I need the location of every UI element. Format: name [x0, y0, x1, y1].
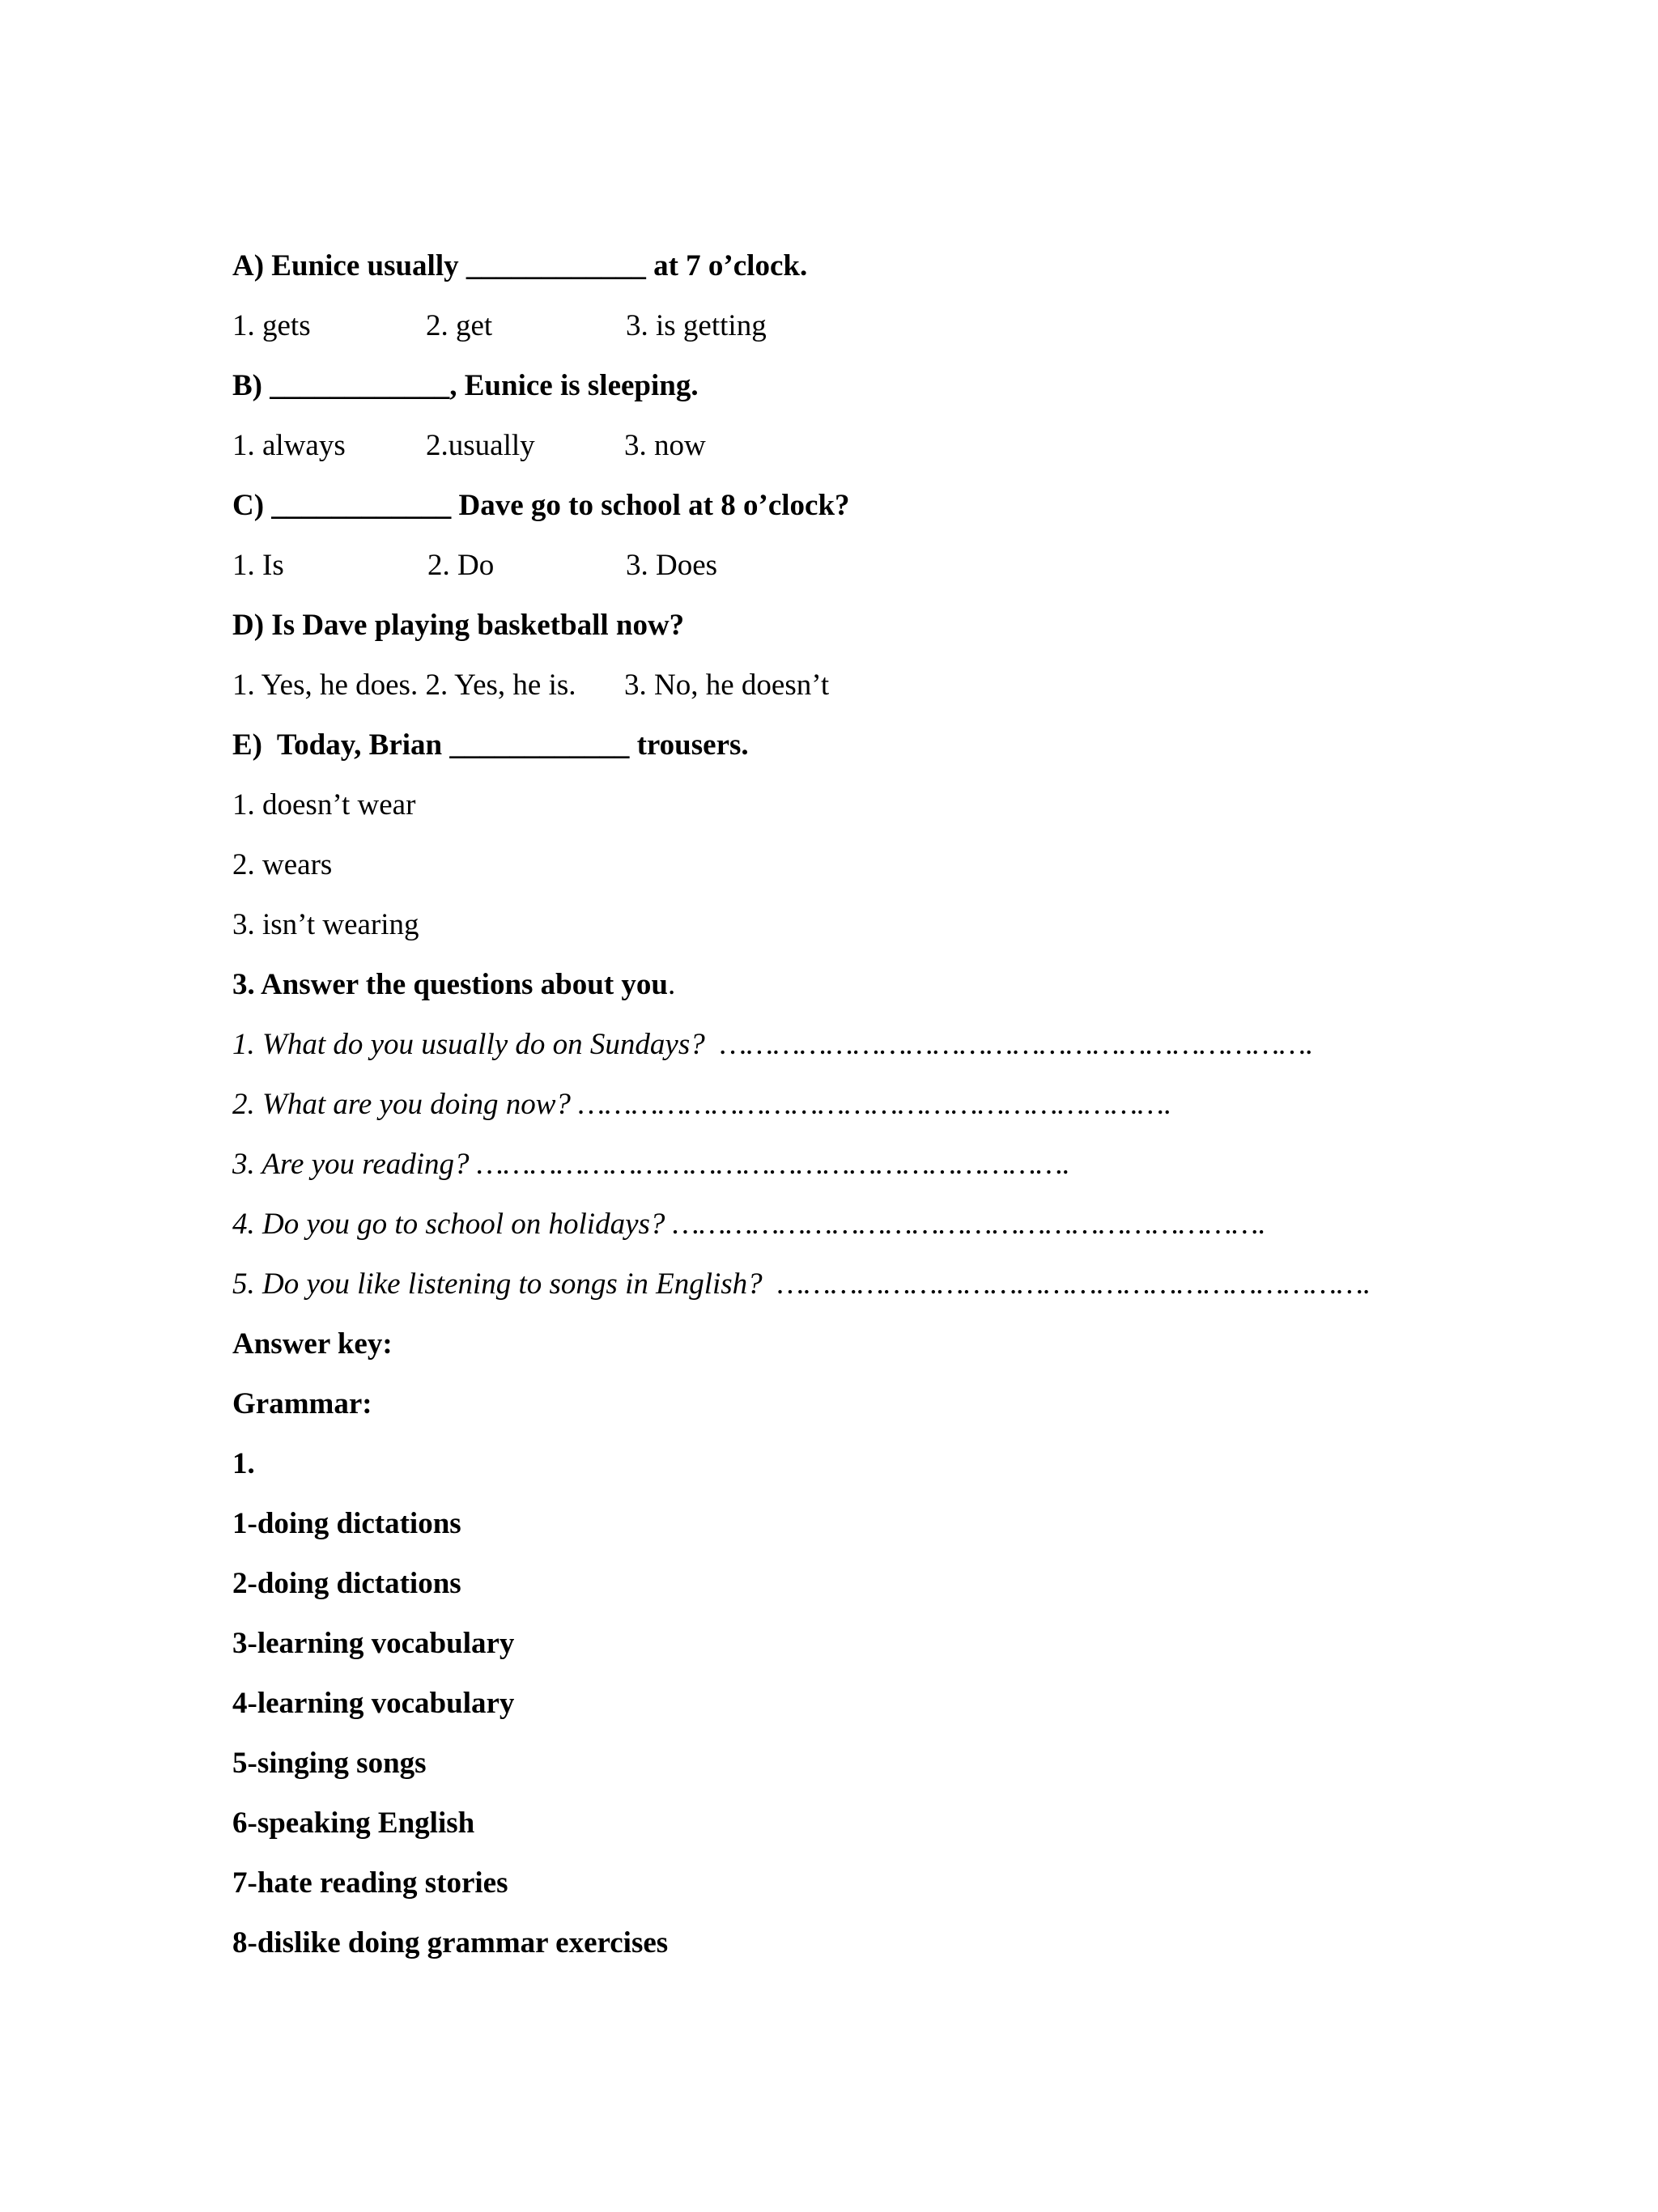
question-e-option-3: 3. isn’t wearing — [232, 908, 419, 941]
answer-key-item-7: 7-hate reading stories — [232, 1866, 508, 1900]
answer-key-item-5: 5-singing songs — [232, 1747, 427, 1780]
section-3-heading-period: . — [667, 968, 676, 1001]
section-3-item-3: 3. Are you reading? …………………………………………………………. — [232, 1148, 1070, 1181]
answer-key-item-2: 2-doing dictations — [232, 1567, 461, 1600]
section-3-item-1: 1. What do you usually do on Sundays? …………………………………………………………. — [232, 1028, 1314, 1061]
question-b-option-1: 1. always — [232, 429, 346, 462]
question-a-option-1: 1. gets — [232, 309, 311, 342]
section-3-item-2: 2. What are you doing now? …………………………………………………………. — [232, 1088, 1172, 1121]
question-d-stem: D) Is Dave playing basketball now? — [232, 609, 685, 642]
answer-key-grammar: Grammar: — [232, 1387, 372, 1420]
question-a-option-3: 3. is getting — [626, 309, 767, 342]
question-c-option-1: 1. Is — [232, 549, 284, 582]
answer-key-item-4: 4-learning vocabulary — [232, 1687, 515, 1720]
question-c-stem: C) ____________ Dave go to school at 8 o’clock? — [232, 489, 850, 522]
answer-key-item-8: 8-dislike doing grammar exercises — [232, 1926, 669, 1959]
question-e-option-2: 2. wears — [232, 848, 333, 881]
section-3-heading — [232, 966, 675, 1004]
answer-key-item-1: 1-doing dictations — [232, 1507, 461, 1540]
question-b-stem: B) ____________, Eunice is sleeping. — [232, 369, 699, 402]
question-e-stem: E) Today, Brian ____________ trousers. — [232, 728, 749, 762]
answer-key-item-3: 3-learning vocabulary — [232, 1627, 515, 1660]
question-d-option-3: 3. No, he doesn’t — [624, 669, 830, 702]
answer-key-part: 1. — [232, 1447, 255, 1480]
section-3-item-4: 4. Do you go to school on holidays? …………………………………………………………. — [232, 1208, 1266, 1241]
question-c-option-3: 3. Does — [626, 549, 718, 582]
question-b-option-3: 3. now — [624, 429, 706, 462]
section-3-heading-text: 3. Answer the questions about you — [232, 968, 668, 1001]
question-b-option-2: 2.usually — [426, 429, 535, 462]
question-a-stem: A) Eunice usually ____________ at 7 o’clock. — [232, 249, 808, 282]
question-e-option-1: 1. doesn’t wear — [232, 788, 416, 822]
answer-key-item-6: 6-speaking English — [232, 1807, 475, 1840]
question-a-option-2: 2. get — [426, 309, 493, 342]
question-c-option-2: 2. Do — [427, 549, 495, 582]
answer-key-title: Answer key: — [232, 1327, 393, 1361]
question-d-option-1-2: 1. Yes, he does. 2. Yes, he is. — [232, 669, 576, 702]
section-3-item-5: 5. Do you like listening to songs in English? …………………………………………………………. — [232, 1267, 1371, 1301]
